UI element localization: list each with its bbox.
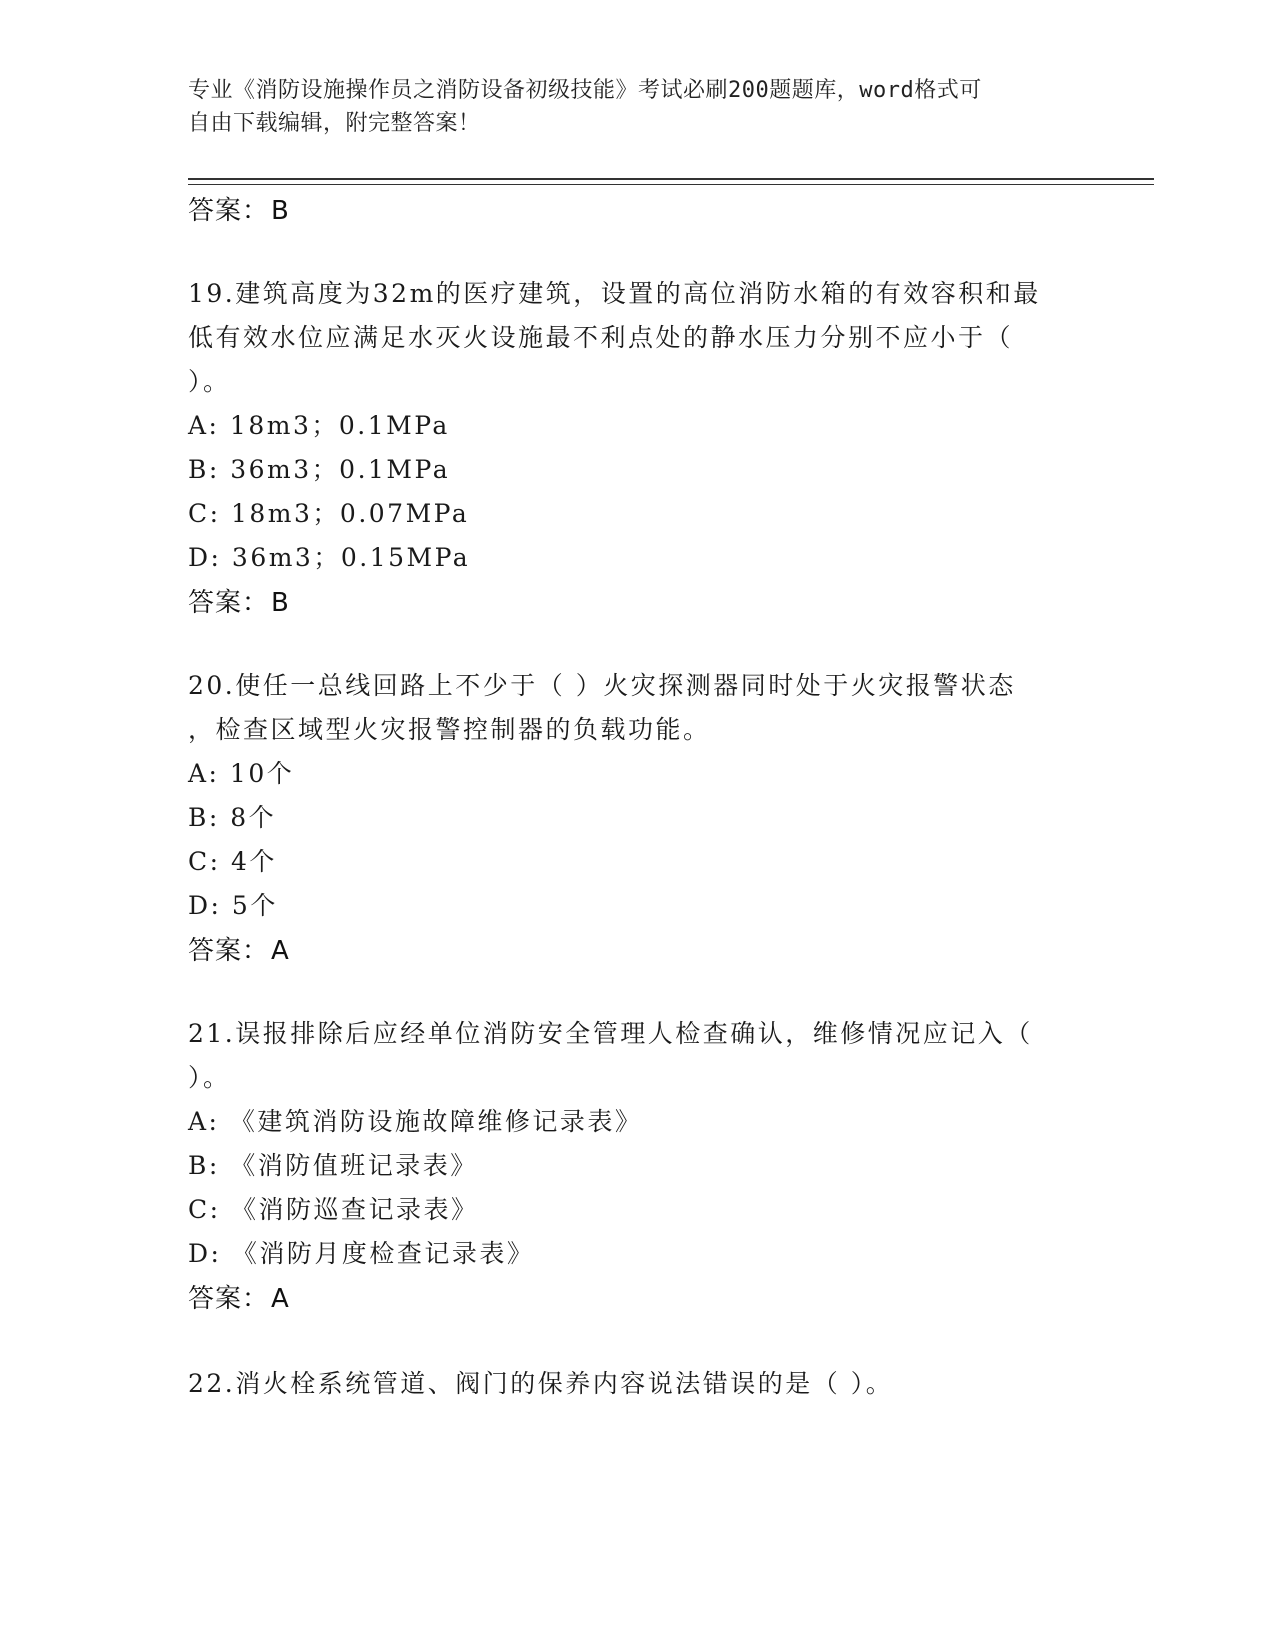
header-line-1: 专业《消防设施操作员之消防设备初级技能》考试必刷200题题库，word格式可 — [188, 78, 982, 103]
question-19-option-a: A: 18m3；0.1MPa — [188, 411, 450, 440]
question-21-line-2: ）。 — [188, 1063, 231, 1092]
question-19-line-2: 低有效水位应满足水灭火设施最不利点处的静水压力分别不应小于（ — [188, 323, 1014, 352]
answer-label: 答案： — [188, 1284, 270, 1314]
header-rule-thick — [188, 178, 1154, 180]
question-21-answer — [188, 1278, 290, 1315]
answer-label: 答案： — [188, 196, 270, 226]
question-21-line-1: 21.误报排除后应经单位消防安全管理人检查确认，维修情况应记入（ — [188, 1019, 1033, 1048]
question-21-option-b: B: 《消防值班记录表》 — [188, 1151, 478, 1180]
header-rule-thin — [188, 184, 1154, 185]
document-header — [188, 74, 1068, 140]
question-20-option-d: D: 5个 — [188, 891, 278, 920]
question-21-option-c: C: 《消防巡查记录表》 — [188, 1195, 479, 1224]
question-19-option-c: C: 18m3；0.07MPa — [188, 499, 470, 528]
answer-value: B — [271, 196, 290, 226]
question-19-line-1: 19.建筑高度为32m的医疗建筑，设置的高位消防水箱的有效容积和最 — [188, 279, 1041, 308]
answer-label: 答案： — [188, 588, 270, 618]
question-19-line-3: ）。 — [188, 367, 231, 396]
answer-value: B — [271, 588, 290, 618]
answer-line — [188, 190, 290, 227]
question-20-option-b: B: 8个 — [188, 803, 277, 832]
question-20-option-a: A: 10个 — [188, 759, 295, 788]
answer-value: A — [271, 936, 290, 966]
header-line-2: 自由下载编辑，附完整答案！ — [188, 111, 481, 136]
question-20-answer — [188, 930, 290, 967]
question-22-line-1: 22.消火栓系统管道、阀门的保养内容说法错误的是（ ）。 — [188, 1369, 894, 1398]
question-21-option-d: D: 《消防月度检查记录表》 — [188, 1239, 535, 1268]
question-20-option-c: C: 4个 — [188, 847, 277, 876]
question-19-answer — [188, 582, 290, 619]
answer-label: 答案： — [188, 936, 270, 966]
answer-value: A — [271, 1284, 290, 1314]
question-20-line-2: ，检查区域型火灾报警控制器的负载功能。 — [188, 715, 711, 744]
question-19-option-b: B: 36m3；0.1MPa — [188, 455, 451, 484]
question-21-option-a: A: 《建筑消防设施故障维修记录表》 — [188, 1107, 643, 1136]
question-19-option-d: D: 36m3；0.15MPa — [188, 543, 471, 572]
question-20-line-1: 20.使任一总线回路上不少于（ ）火灾探测器同时处于火灾报警状态 — [188, 671, 1016, 700]
